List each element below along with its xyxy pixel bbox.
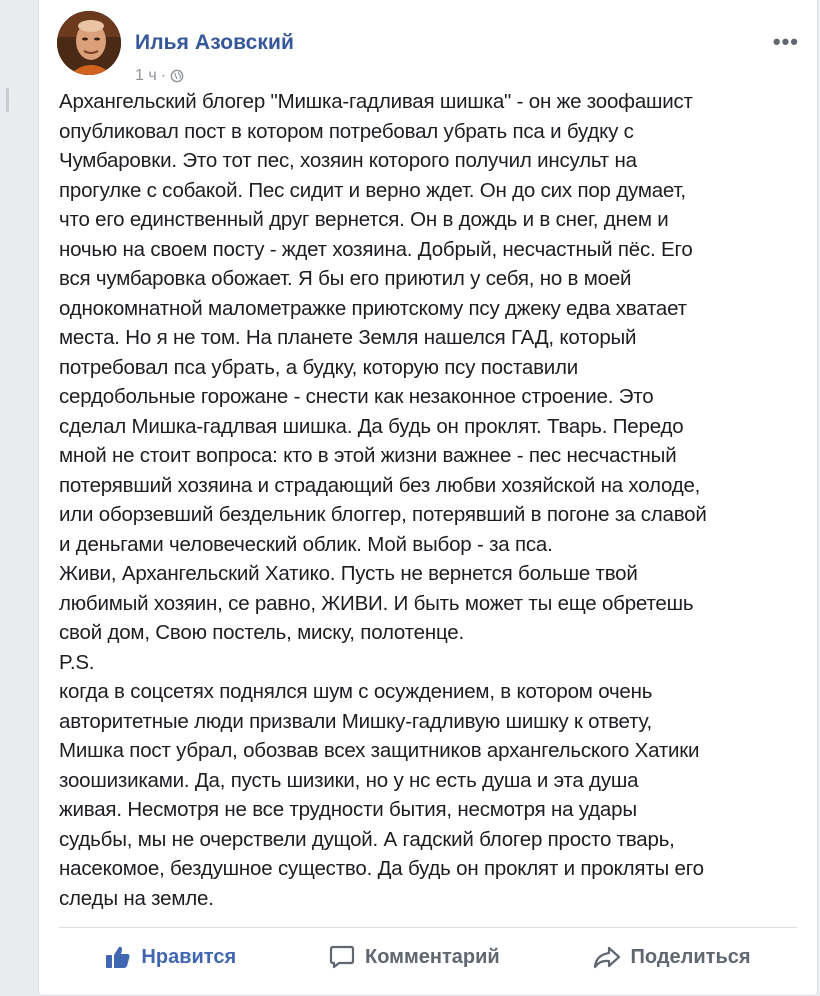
author-name[interactable]: Илья Азовский (135, 31, 295, 54)
avatar[interactable] (57, 11, 121, 75)
share-arrow-icon (593, 945, 621, 969)
post-body-text: Архангельский блогер "Мишка-гадливая шишка" - он же зоофашист опубликовал пост в котором потребовал убрать пса и будку с Чумбаровки. Это тот пес, хозяин которого получил инсульт на прогулке с собакой. Пес сидит и верно ждет. Он до сих пор думает, что его единственный друг вернется. Он в дождь и в снег, днем и ночью на своем посту - ждет хозяина. Добрый, несчастный пёс. Его вся чумбаровка обожает. Я бы его приютил у себя, но в моей однокомнатной малометражке приютскому псу джеку едва хватает места. Но я не том. На планете Земля нашелся ГАД, который потребовал пса убрать, а будку, которую псу поставили сердобольные горожане - снести как незаконное строение. Это сделал Мишка-гадлвая шишка. Да будь он проклят. Тварь. Передо мной не стоит вопроса: кто в этой жизни важнее - пес несчастный потерявший хозяина и страдающий без любви хозяйской на холоде, или оборзевший бездельник блоггер, потерявший в погоне за славой и деньгами человеческий облик. Мой выбор - за пса. Живи, Архангельский Хатико. Пусть не вернется больше твой любимый хозяин, се равно, ЖИВИ. И быть может ты еще обретешь свой дом, Свою постель, миску, полотенце. P.S. когда в соцсетях поднялся шум с осуждением, в котором очень авторитетные люди призвали Мишку-гадливую шишку к ответу, Мишка пост убрал, обозвав всех защитников архангельского Хатики зоошизиками. Да, пусть шизики, но у нс есть душа и эта душа живая. Несмотря не все трудности бытия, несмотря на удары судьбы, мы не очерствели дущой. А гадский блогер просто тварь, насекомое, бездушное существо. Да будь он проклят и прокляты его следы на земле. (59, 90, 707, 910)
thumbs-up-icon (105, 945, 131, 969)
like-label: Нравится (141, 945, 237, 968)
meta-separator: · (160, 67, 167, 84)
comment-button[interactable] (329, 945, 500, 969)
share-button[interactable] (593, 945, 751, 969)
like-button[interactable] (105, 945, 236, 969)
post-time[interactable]: 1 ч (135, 67, 157, 84)
globe-icon (170, 69, 184, 83)
sidebar-marker (6, 88, 9, 112)
post-meta (135, 67, 184, 85)
share-label: Поделиться (630, 945, 751, 968)
actions-divider (59, 927, 797, 928)
comment-bubble-icon (329, 945, 355, 969)
left-sidebar-strip (0, 0, 38, 980)
comment-label: Комментарий (364, 945, 500, 968)
post-card (38, 0, 818, 996)
post-header (57, 11, 799, 84)
post-actions-bar (59, 937, 797, 977)
more-horizontal-icon[interactable]: ••• (772, 29, 799, 54)
